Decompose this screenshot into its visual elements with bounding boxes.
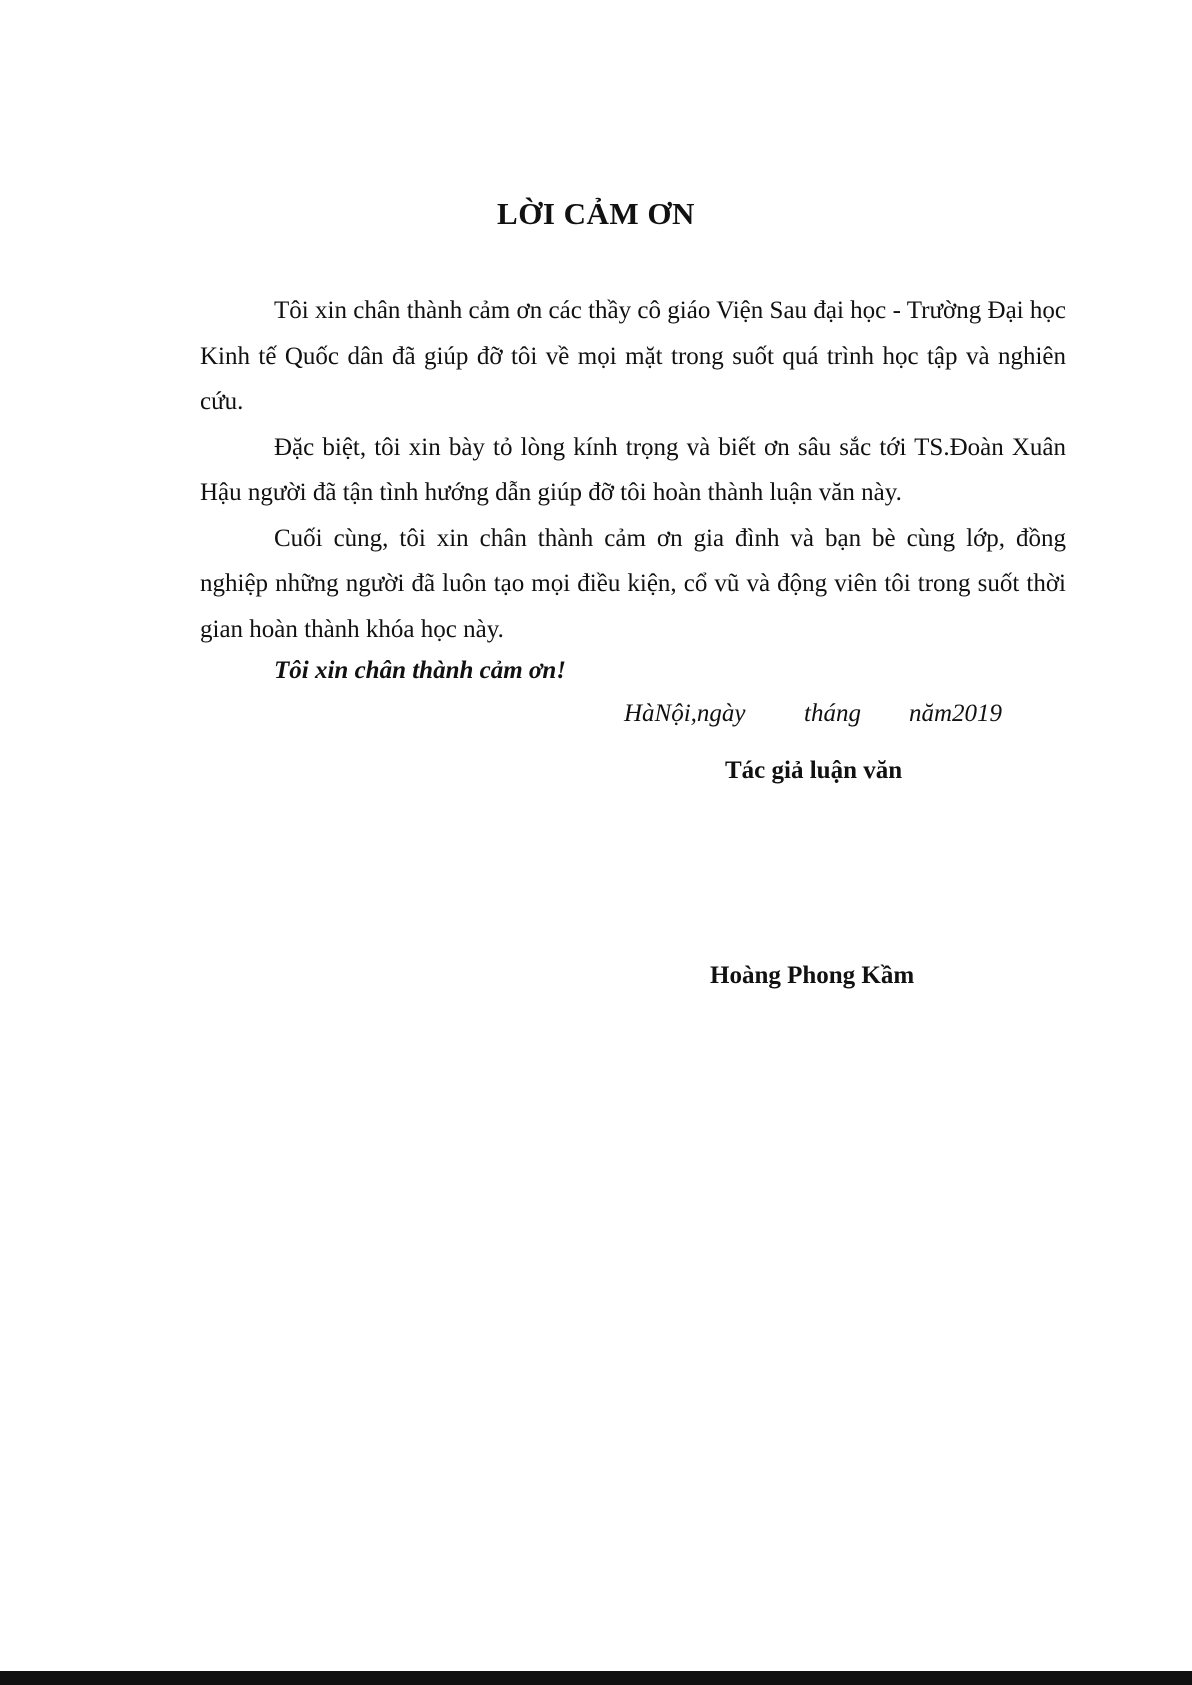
date-year: năm2019 [909, 700, 1003, 727]
page-title: LỜI CẢM ƠN [497, 196, 695, 231]
page-bottom-border [0, 1671, 1192, 1685]
paragraph-2: Đặc biệt, tôi xin bày tỏ lòng kính trọng và biết ơn sâu sắc tới TS.Đoàn Xuân Hậu người đã tận tình hướng dẫn giúp đỡ tôi hoàn thành luận văn này. [200, 433, 1066, 506]
paragraph-3: Cuối cùng, tôi xin chân thành cảm ơn gia đình và bạn bè cùng lớp, đồng nghiệp những người đã luôn tạo mọi điều kiện, cổ vũ và động viên tôi trong suốt thời gian hoàn thành khóa học này. [200, 524, 1066, 643]
author-name: Hoàng Phong Kầm [710, 962, 915, 989]
closing-line: Tôi xin chân thành cảm ơn! [274, 657, 566, 684]
body-text [200, 288, 1066, 652]
paragraph-1: Tôi xin chân thành cảm ơn các thầy cô giáo Viện Sau đại học - Trường Đại học Kinh tế Quốc dân đã giúp đỡ tôi về mọi mặt trong suốt quá trình học tập và nghiên cứu. [200, 297, 1066, 415]
author-label: Tác giả luận văn [725, 757, 903, 784]
date-place-day: HàNội,ngày [624, 700, 746, 727]
date-month: tháng [804, 700, 861, 727]
